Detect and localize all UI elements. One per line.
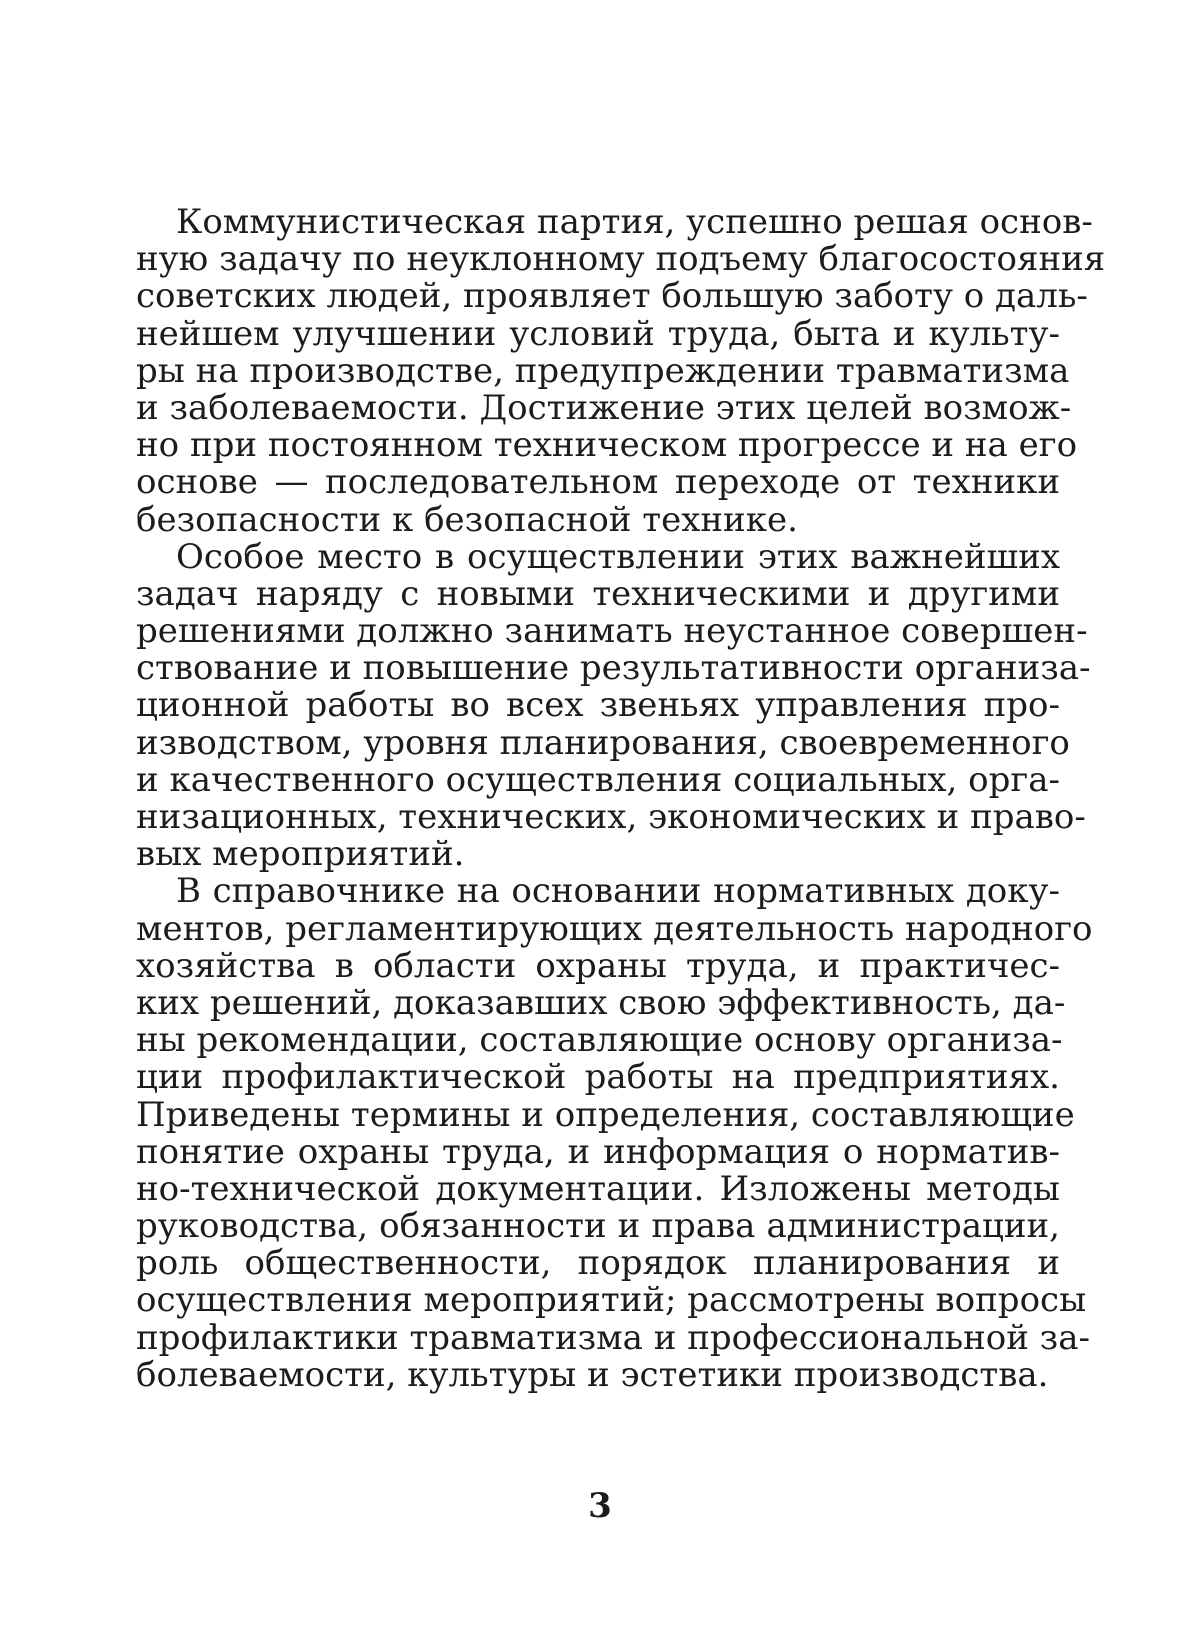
text-line: хозяйства в области охраны труда, и практичес- <box>136 945 1060 986</box>
text-line: решениями должно занимать неустанное совершен- <box>136 611 1088 652</box>
text-line: ких решений, доказавших свою эффективность, да- <box>136 982 1066 1023</box>
text-line: задач наряду с новыми техническими и другими <box>136 573 1060 614</box>
text-line: осуществления мероприятий; рассмотрены вопросы <box>136 1280 1087 1321</box>
text-line: но-технической документации. Изложены методы <box>136 1168 1060 1209</box>
text-line: ции профилактической работы на предприятиях. <box>136 1057 1060 1098</box>
text-line: ны рекомендации, составляющие основу организа- <box>136 1020 1063 1061</box>
text-line: В справочнике на основании нормативных доку- <box>176 871 1060 912</box>
paragraph <box>136 536 1091 875</box>
text-line: болеваемости, культуры и эстетики производства. <box>136 1354 1049 1395</box>
text-line: Коммунистическая партия, успешно решая основ- <box>176 202 1093 242</box>
paragraph <box>136 871 1093 1395</box>
text-line: понятие охраны труда, и информация о норматив- <box>136 1131 1060 1172</box>
text-line: советских людей, проявляет большую заботу о даль- <box>136 276 1088 317</box>
text-line: Особое место в осуществлении этих важнейших <box>176 536 1060 577</box>
text-line: и качественного осуществления социальных, орга- <box>136 759 1060 800</box>
paragraph <box>136 202 1106 540</box>
text-line: ствование и повышение результативности организа- <box>136 648 1091 689</box>
text-line: но при постоянном техническом прогрессе и на его <box>136 425 1078 466</box>
text-line: низационных, технических, экономических и право- <box>136 797 1086 837</box>
text-line: изводством, уровня планирования, своевременного <box>136 722 1070 763</box>
text-line: ционной работы во всех звеньях управления про- <box>136 685 1060 726</box>
text-line: руководства, обязанности и права администрации, <box>136 1206 1060 1247</box>
text-line: безопасности к безопасной технике. <box>136 499 798 540</box>
page-number: 3 <box>588 1486 612 1526</box>
text-line: профилактики травматизма и профессиональной за- <box>136 1317 1090 1358</box>
text-line: вых мероприятий. <box>136 834 465 875</box>
text-line: нейшем улучшении условий труда, быта и культу- <box>136 313 1060 354</box>
text-line: ментов, регламентирующих деятельность народного <box>136 908 1093 949</box>
text-line: ры на производстве, предупреждении травматизма <box>136 350 1070 391</box>
text-line: роль общественности, порядок планирования и <box>136 1243 1060 1284</box>
body-text <box>136 202 1106 1395</box>
text-line: основе — последовательном переходе от техники <box>136 462 1060 503</box>
text-line: Приведены термины и определения, составляющие <box>136 1094 1075 1135</box>
text-line: ную задачу по неуклонному подъему благосостояния <box>136 239 1106 280</box>
text-line: и заболеваемости. Достижение этих целей возмож- <box>136 387 1072 428</box>
